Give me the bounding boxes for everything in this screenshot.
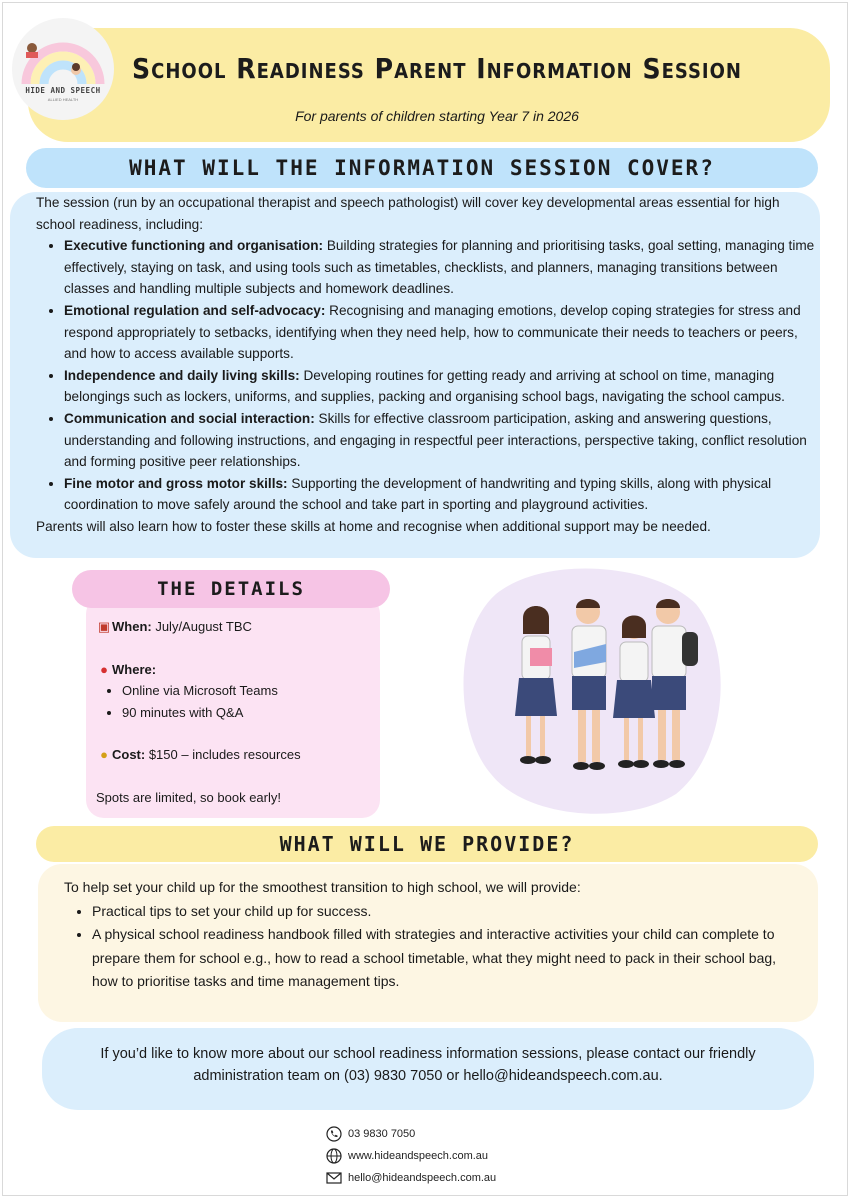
students-illustration	[456, 564, 726, 816]
provide-heading: WHAT WILL WE PROVIDE?	[36, 826, 818, 862]
header-banner	[28, 28, 830, 142]
cover-content	[36, 192, 816, 538]
item-text: Supporting the development of handwriting and typing skills, along with physical coordination to move safely around the school and take part in sporting and playground activities.	[64, 475, 772, 513]
item-text: Skills for effective classroom participation, asking and answering questions, understanding and following instructions, and engaging in respectful peer interactions, perspective taking, conflict resolution and forming positive peer relationships.	[64, 410, 807, 470]
list-item	[64, 365, 816, 408]
item-text: Developing routines for getting ready and arriving at school on time, managing belongings such as lockers, uniforms, and supplies, packing and organising school bags, navigating the school campus.	[64, 367, 785, 405]
footer-phone	[326, 1124, 415, 1144]
list-item: • 90 minutes with Q&A	[122, 702, 376, 724]
logo-subtext: ALLIED HEALTH	[47, 97, 79, 102]
details-content	[96, 616, 376, 808]
item-title: Executive functioning and organisation:	[64, 238, 324, 254]
item-title: Emotional regulation and self-advocacy:	[64, 302, 326, 318]
provide-list	[64, 900, 794, 994]
list-item	[64, 235, 816, 300]
when-label: When:	[112, 619, 152, 634]
money-bag-icon: ●	[100, 747, 108, 762]
logo-text: HIDE AND SPEECH	[25, 86, 101, 95]
footer-web	[326, 1146, 488, 1166]
cost-row	[96, 744, 376, 766]
cover-heading: WHAT WILL THE INFORMATION SESSION COVER?	[26, 148, 818, 188]
list-item	[64, 473, 816, 516]
footer-email	[326, 1168, 496, 1188]
cover-outro: Parents will also learn how to foster these skills at home and recognise when additional support may be needed.	[36, 518, 711, 534]
logo	[12, 18, 114, 120]
list-item: • A physical school readiness handbook filled with strategies and interactive activities your child can complete to prepare them for school e.g., how to read a school timetable, what they might need to pack in their school bag, how to prioritise tasks and time management tips.	[92, 923, 794, 994]
mail-icon	[326, 1170, 342, 1186]
list-item: • Practical tips to set your child up for success.	[92, 900, 794, 924]
where-list	[96, 680, 376, 723]
contact-text: If you’d like to know more about our school readiness information sessions, please contact our friendly administration team on (03) 9830 7050 or hello@hideandspeech.com.au.	[100, 1046, 756, 1084]
where-label: Where:	[112, 661, 157, 677]
footer-web-link[interactable]: www.hideandspeech.com.au	[348, 1150, 489, 1162]
item-text: Building strategies for planning and prioritising tasks, goal setting, managing time effectively, staying on task, and using tools such as timetables, checklists, and planners, managing transitions between classes and handling multiple subjects and homework deadlines.	[64, 238, 815, 297]
item-text: Recognising and managing emotions, develop coping strategies for stress and respond appropriately to setbacks, identifying when they need help, how to communicate their needs to teachers or peers, and how to access available supports.	[64, 302, 801, 362]
provide-content	[64, 876, 794, 994]
provide-intro: To help set your child up for the smoothest transition to high school, we will provide:	[64, 879, 581, 895]
phone-icon	[326, 1126, 342, 1142]
page-title: School Readiness Parent Information Session	[132, 52, 742, 85]
when-row	[96, 616, 376, 638]
item-title: Fine motor and gross motor skills:	[64, 475, 288, 491]
rainbow-logo-icon	[12, 18, 114, 120]
details-note: Spots are limited, so book early!	[96, 789, 281, 805]
cost-label: Cost:	[112, 747, 146, 762]
footer-email-link[interactable]: hello@hideandspeech.com.au	[348, 1172, 497, 1184]
when-value: July/August TBC	[151, 619, 252, 634]
list-item	[64, 300, 816, 365]
details-heading: THE DETAILS	[72, 570, 390, 608]
list-item	[64, 408, 816, 473]
calendar-icon: ▣	[97, 619, 111, 634]
where-row	[96, 659, 376, 681]
cover-list	[36, 235, 816, 516]
page-subtitle: For parents of children starting Year 7 in 2026	[295, 108, 579, 124]
list-item: • Online via Microsoft Teams	[122, 680, 376, 702]
footer-phone-text: 03 9830 7050	[348, 1128, 416, 1140]
cover-intro: The session (run by an occupational therapist and speech pathologist) will cover key developmental areas essential for high school readiness, including:	[36, 195, 780, 232]
item-title: Independence and daily living skills:	[64, 367, 300, 383]
cost-value: $150 – includes resources	[145, 747, 301, 762]
item-title: Communication and social interaction:	[64, 410, 315, 426]
globe-icon	[326, 1148, 342, 1164]
pin-icon: ●	[100, 661, 108, 677]
